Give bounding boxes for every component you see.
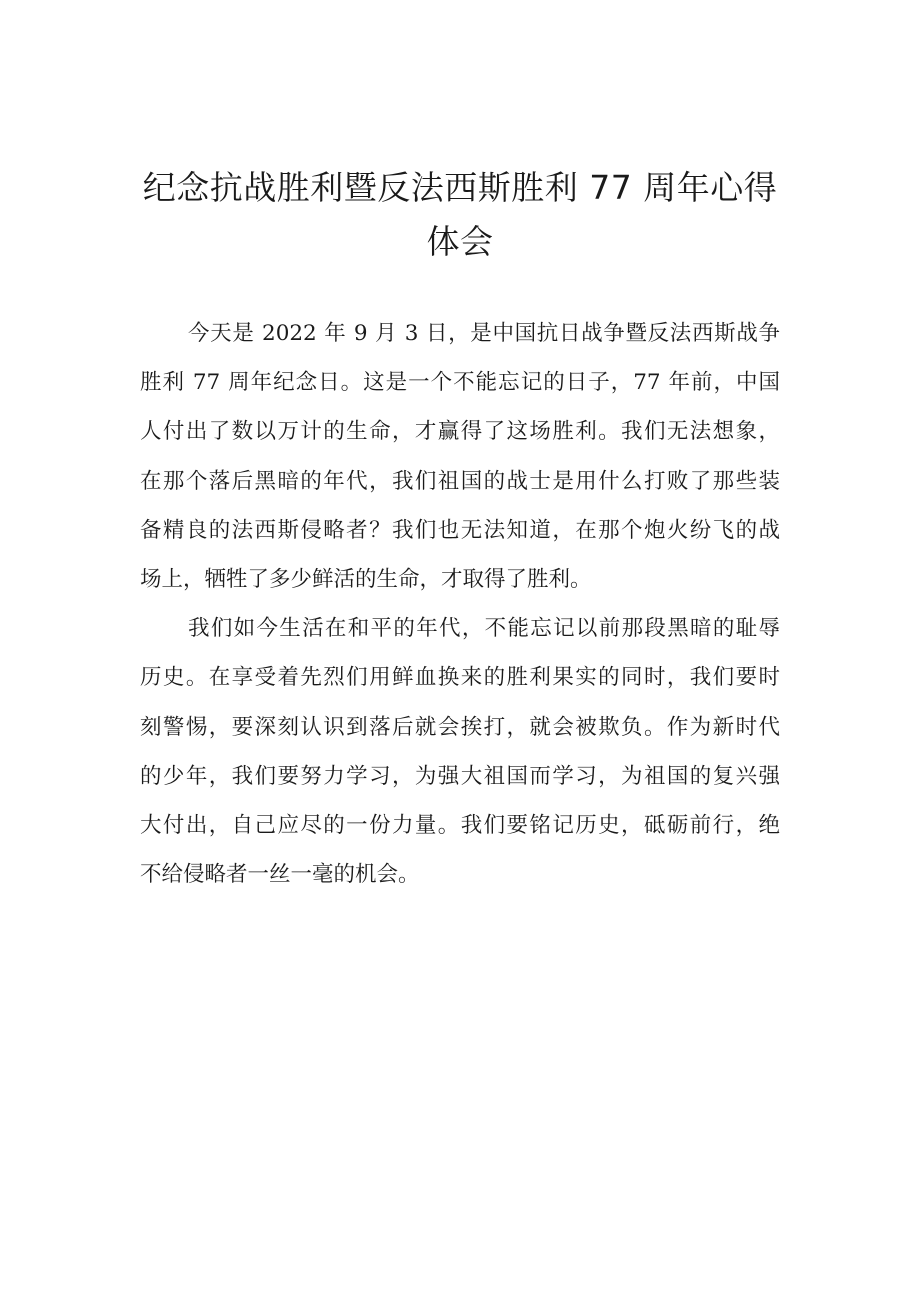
- paragraph-line: 的少年，我们要努力学习，为强大祖国而学习，为祖国的复兴强: [140, 763, 780, 789]
- paragraph-line: 人付出了数以万计的生命，才赢得了这场胜利。我们无法想象，: [140, 419, 780, 445]
- paragraph-line: 在那个落后黑暗的年代，我们祖国的战士是用什么打败了那些装: [140, 468, 780, 494]
- paragraph: [140, 309, 780, 604]
- document-body: [140, 309, 780, 899]
- paragraph-line: 大付出，自己应尽的一份力量。我们要铭记历史，砥砺前行，绝: [140, 813, 780, 839]
- paragraph-line: 备精良的法西斯侵略者？我们也无法知道，在那个炮火纷飞的战: [140, 517, 780, 543]
- paragraph-line: 不给侵略者一丝一毫的机会。: [140, 862, 420, 888]
- document-title: [120, 161, 800, 269]
- paragraph-line: 今天是 2022 年 9 月 3 日，是中国抗日战争暨反法西斯战争: [188, 321, 780, 346]
- paragraph-line: 场上，牺牲了多少鲜活的生命，才取得了胜利。: [140, 567, 592, 593]
- paragraph-line: 胜利 77 周年纪念日。这是一个不能忘记的日子，77 年前，中国: [140, 370, 780, 396]
- paragraph-line: 刻警惕，要深刻认识到落后就会挨打，就会被欺负。作为新时代: [140, 714, 780, 740]
- title-line: 纪念抗战胜利暨反法西斯胜利 77 周年心得: [142, 168, 778, 207]
- paragraph-line: 我们如今生活在和平的年代，不能忘记以前那段黑暗的耻辱: [188, 616, 780, 642]
- paragraph-line: 历史。在享受着先烈们用鲜血换来的胜利果实的同时，我们要时: [140, 665, 780, 691]
- title-line: 体会: [426, 222, 494, 261]
- paragraph: [140, 604, 780, 899]
